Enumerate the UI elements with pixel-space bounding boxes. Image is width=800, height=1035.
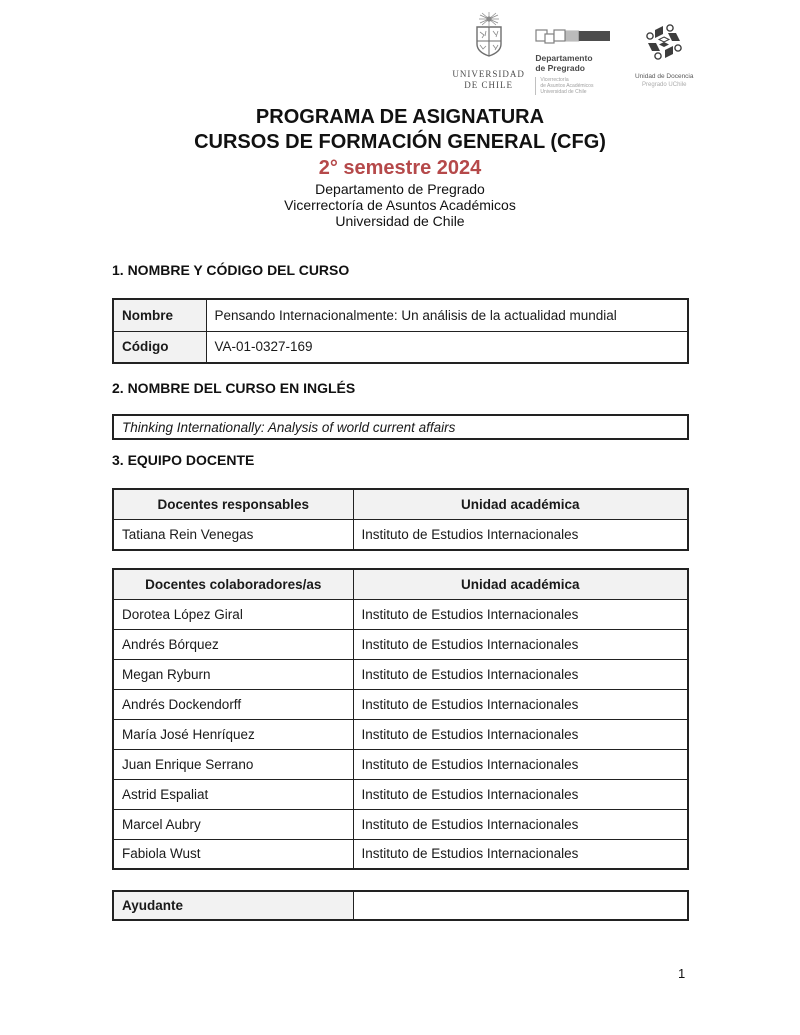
teacher-name: Fabiola Wust [113, 839, 353, 869]
teacher-unit: Instituto de Estudios Internacionales [353, 629, 688, 659]
teacher-unit: Instituto de Estudios Internacionales [353, 519, 688, 550]
teacher-name: Marcel Aubry [113, 809, 353, 839]
teacher-name: Megan Ryburn [113, 659, 353, 689]
docencia-logo-text-line1: Unidad de Docencia [634, 73, 694, 80]
table-row [113, 689, 688, 719]
semester-line: 2° semestre 2024 [318, 157, 482, 179]
docencia-logo-text-line2: Pregrado UChile [642, 82, 687, 88]
assistant-table [112, 890, 689, 921]
subtitle-universidad: Universidad de Chile [335, 213, 465, 229]
table-header-row [113, 489, 688, 519]
table-row [113, 415, 688, 439]
course-code-label: Código [113, 331, 206, 363]
section3-heading: 3. EQUIPO DOCENTE [112, 452, 255, 468]
teacher-name: Juan Enrique Serrano [113, 749, 353, 779]
subtitle-vicerrectoria: Vicerrectoría de Asuntos Académicos [284, 197, 516, 213]
pregrado-logo-sub-line1: Vicerrectoría [540, 77, 569, 83]
uchile-logo-text-line2: DE CHILE [464, 80, 514, 90]
pregrado-logo-sub-line3: Universidad de Chile [540, 89, 587, 95]
table-header-row [113, 569, 688, 599]
teacher-unit: Instituto de Estudios Internacionales [353, 749, 688, 779]
teacher-name: Dorotea López Giral [113, 599, 353, 629]
uchile-logo-text-line1: UNIVERSIDAD [452, 69, 525, 79]
responsables-col2-header: Unidad académica [353, 489, 688, 519]
course-name-code-table [112, 298, 689, 364]
table-row [113, 659, 688, 689]
subtitle-departamento: Departamento de Pregrado [315, 181, 485, 197]
teacher-unit: Instituto de Estudios Internacionales [353, 719, 688, 749]
table-row [113, 891, 688, 920]
course-name-label: Nombre [113, 299, 206, 331]
teacher-name: María José Henríquez [113, 719, 353, 749]
pregrado-squares-icon [535, 32, 611, 49]
page-number: 1 [678, 966, 686, 981]
docencia-pinwheel-icon [642, 53, 686, 70]
uchile-crest-icon [466, 51, 512, 68]
pregrado-logo-sub-line2: de Asuntos Académicos [540, 83, 594, 89]
teacher-unit: Instituto de Estudios Internacionales [353, 839, 688, 869]
pregrado-logo-title-line2: de Pregrado [535, 63, 585, 73]
table-row [113, 779, 688, 809]
table-row [113, 331, 688, 363]
table-row [113, 629, 688, 659]
teacher-name: Tatiana Rein Venegas [113, 519, 353, 550]
table-row [113, 809, 688, 839]
teacher-unit: Instituto de Estudios Internacionales [353, 809, 688, 839]
teacher-unit: Instituto de Estudios Internacionales [353, 659, 688, 689]
universidad-de-chile-logo [450, 12, 527, 91]
section1-heading: 1. NOMBRE Y CÓDIGO DEL CURSO [112, 262, 350, 278]
teacher-name: Andrés Dockendorff [113, 689, 353, 719]
colaboradores-col2-header: Unidad académica [353, 569, 688, 599]
header-logos [450, 12, 700, 95]
teacher-unit: Instituto de Estudios Internacionales [353, 689, 688, 719]
table-row [113, 299, 688, 331]
table-row [113, 599, 688, 629]
document-title-line1: PROGRAMA DE ASIGNATURA [255, 106, 545, 128]
teacher-unit: Instituto de Estudios Internacionales [353, 599, 688, 629]
table-row [113, 749, 688, 779]
responsible-teachers-table [112, 488, 689, 551]
colaboradores-col1-header: Docentes colaboradores/as [113, 569, 353, 599]
departamento-pregrado-logo [535, 12, 620, 95]
collaborating-teachers-table [112, 568, 689, 870]
table-row [113, 719, 688, 749]
assistant-label: Ayudante [113, 891, 353, 920]
table-row [113, 519, 688, 550]
teacher-unit: Instituto de Estudios Internacionales [353, 779, 688, 809]
section2-heading: 2. NOMBRE DEL CURSO EN INGLÉS [112, 380, 356, 396]
english-name-value: Thinking Internationally: Analysis of world current affairs [113, 415, 688, 439]
unidad-docencia-logo [628, 12, 700, 89]
teacher-name: Astrid Espaliat [113, 779, 353, 809]
responsables-col1-header: Docentes responsables [113, 489, 353, 519]
course-code-value: VA-01-0327-169 [206, 331, 688, 363]
teacher-name: Andrés Bórquez [113, 629, 353, 659]
pregrado-logo-title-line1: Departamento [535, 53, 593, 63]
title-block [0, 105, 800, 229]
table-row [113, 839, 688, 869]
document-title-line2: CURSOS DE FORMACIÓN GENERAL (CFG) [194, 131, 606, 153]
english-name-table [112, 414, 689, 440]
assistant-value [353, 891, 688, 920]
course-name-value: Pensando Internacionalmente: Un análisis de la actualidad mundial [206, 299, 688, 331]
